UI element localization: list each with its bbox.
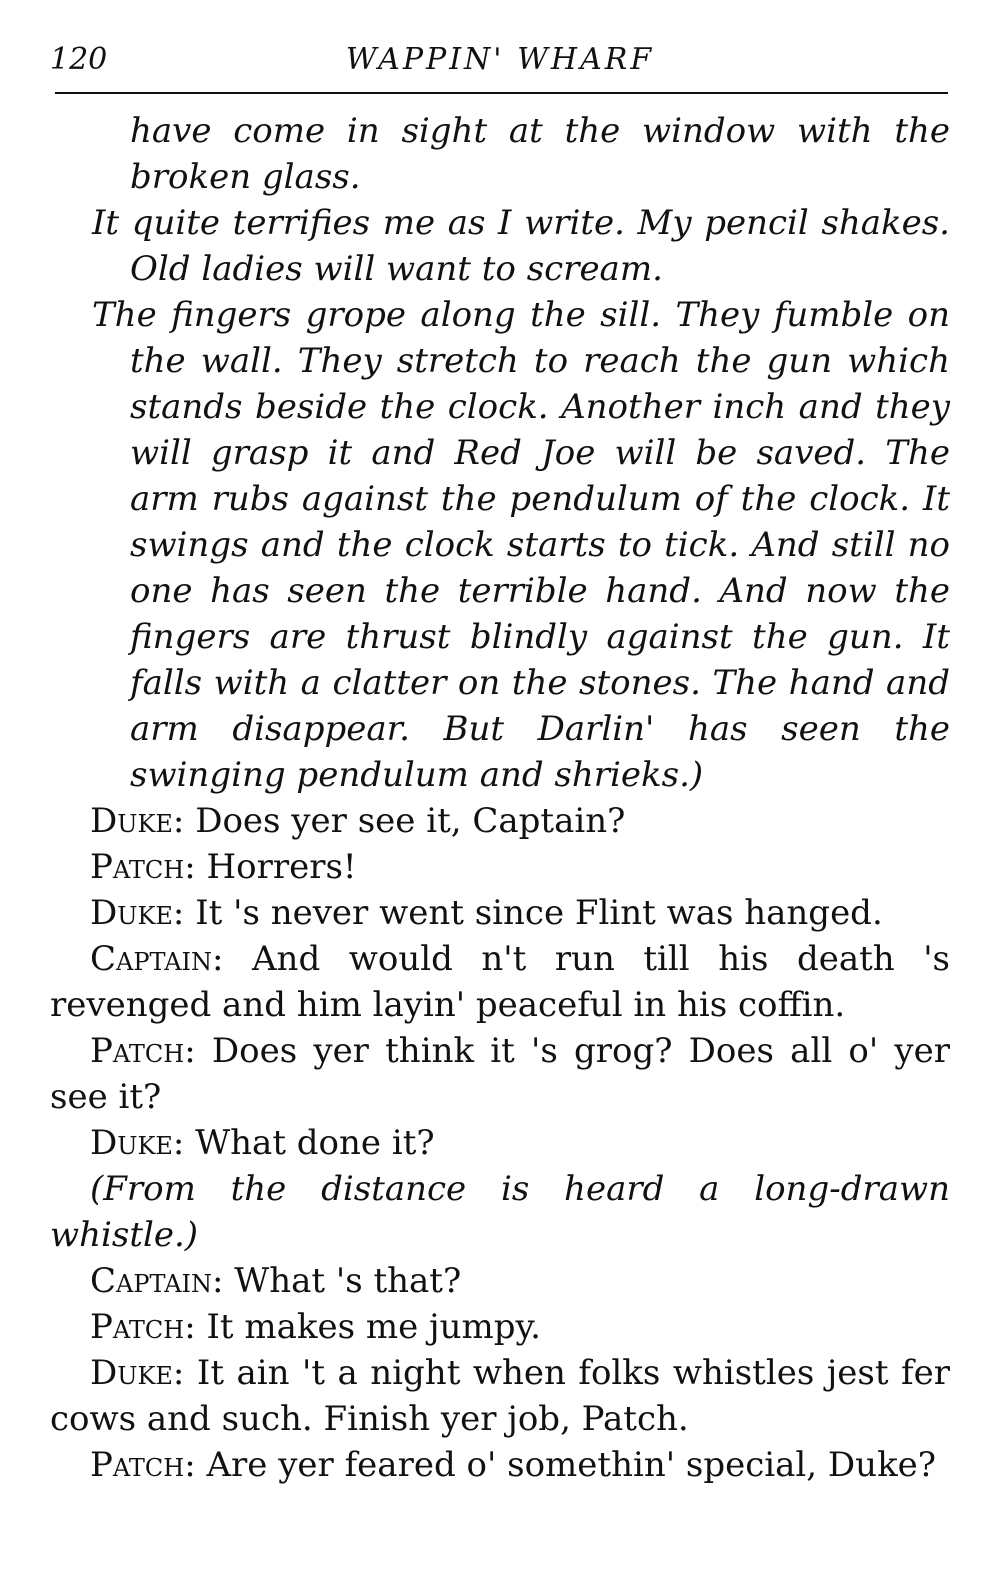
stage-direction: The fingers grope along the sill. They fumble on the wall. They stretch to reach the gun which stands beside the clock. Another inch and they will grasp it and Red Joe will be saved. The arm rubs against the pendulum of the clock. It swings and the clock starts to tick. And still no one has seen the terrible hand. And now the fingers are thrust blindly against the gun. It falls with a clatter on the stones. The hand and arm disappear. But Darlin' has seen the swinging pendulum and shrieks.) (92, 295, 950, 795)
dialogue-line (50, 1120, 950, 1166)
speaker-name: Patch: (90, 1031, 196, 1071)
dialogue-line (50, 1442, 950, 1488)
speaker-name: Patch: (90, 1307, 196, 1347)
dialogue-line (50, 798, 950, 844)
stage-direction-continued: have come in sight at the window with the broken glass. (130, 111, 950, 197)
page-number: 120 (50, 42, 108, 77)
dialogue-line (50, 890, 950, 936)
speaker-name: Duke: (90, 893, 185, 933)
body-text (50, 108, 950, 1488)
dialogue-line (50, 1304, 950, 1350)
dialogue-line (50, 844, 950, 890)
dialogue-line (50, 1258, 950, 1304)
dialogue-line (50, 1350, 950, 1442)
speaker-name: Duke: (90, 801, 185, 841)
dialogue-line (50, 1028, 950, 1120)
speaker-name: Duke: (90, 1123, 185, 1163)
speaker-name: Duke: (90, 1353, 185, 1393)
speaker-name: Patch: (90, 1445, 196, 1485)
page-header (50, 38, 950, 88)
speech-text: Does yer see it, Captain? (195, 801, 626, 841)
speaker-name: Captain: (90, 939, 224, 979)
speech-text: Does yer think it 's grog? Does all o' yer see it? (50, 1031, 950, 1117)
stage-direction: It quite terrifies me as I write. My pencil shakes. Old ladies will want to scream. (92, 203, 950, 289)
inline-stage-direction: (From the distance is heard a long-drawn whistle.) (50, 1169, 950, 1255)
speech-text: And would n't run till his death 's revenged and him layin' peaceful in his coffin. (50, 939, 950, 1025)
header-rule (55, 92, 948, 94)
speech-text: It 's never went since Flint was hanged. (195, 893, 883, 933)
speech-text: It makes me jumpy. (206, 1307, 541, 1347)
speech-text: It ain 't a night when folks whistles jest fer cows and such. Finish yer job, Patch. (50, 1353, 950, 1439)
dialogue-line (50, 936, 950, 1028)
speech-text: Horrers! (206, 847, 357, 887)
speech-text: What done it? (195, 1123, 435, 1163)
speaker-name: Patch: (90, 847, 196, 887)
running-head: WAPPIN' WHARF (345, 42, 655, 77)
speech-text: Are yer feared o' somethin' special, Duke? (206, 1445, 937, 1485)
speech-text: What 's that? (234, 1261, 462, 1301)
speaker-name: Captain: (90, 1261, 224, 1301)
